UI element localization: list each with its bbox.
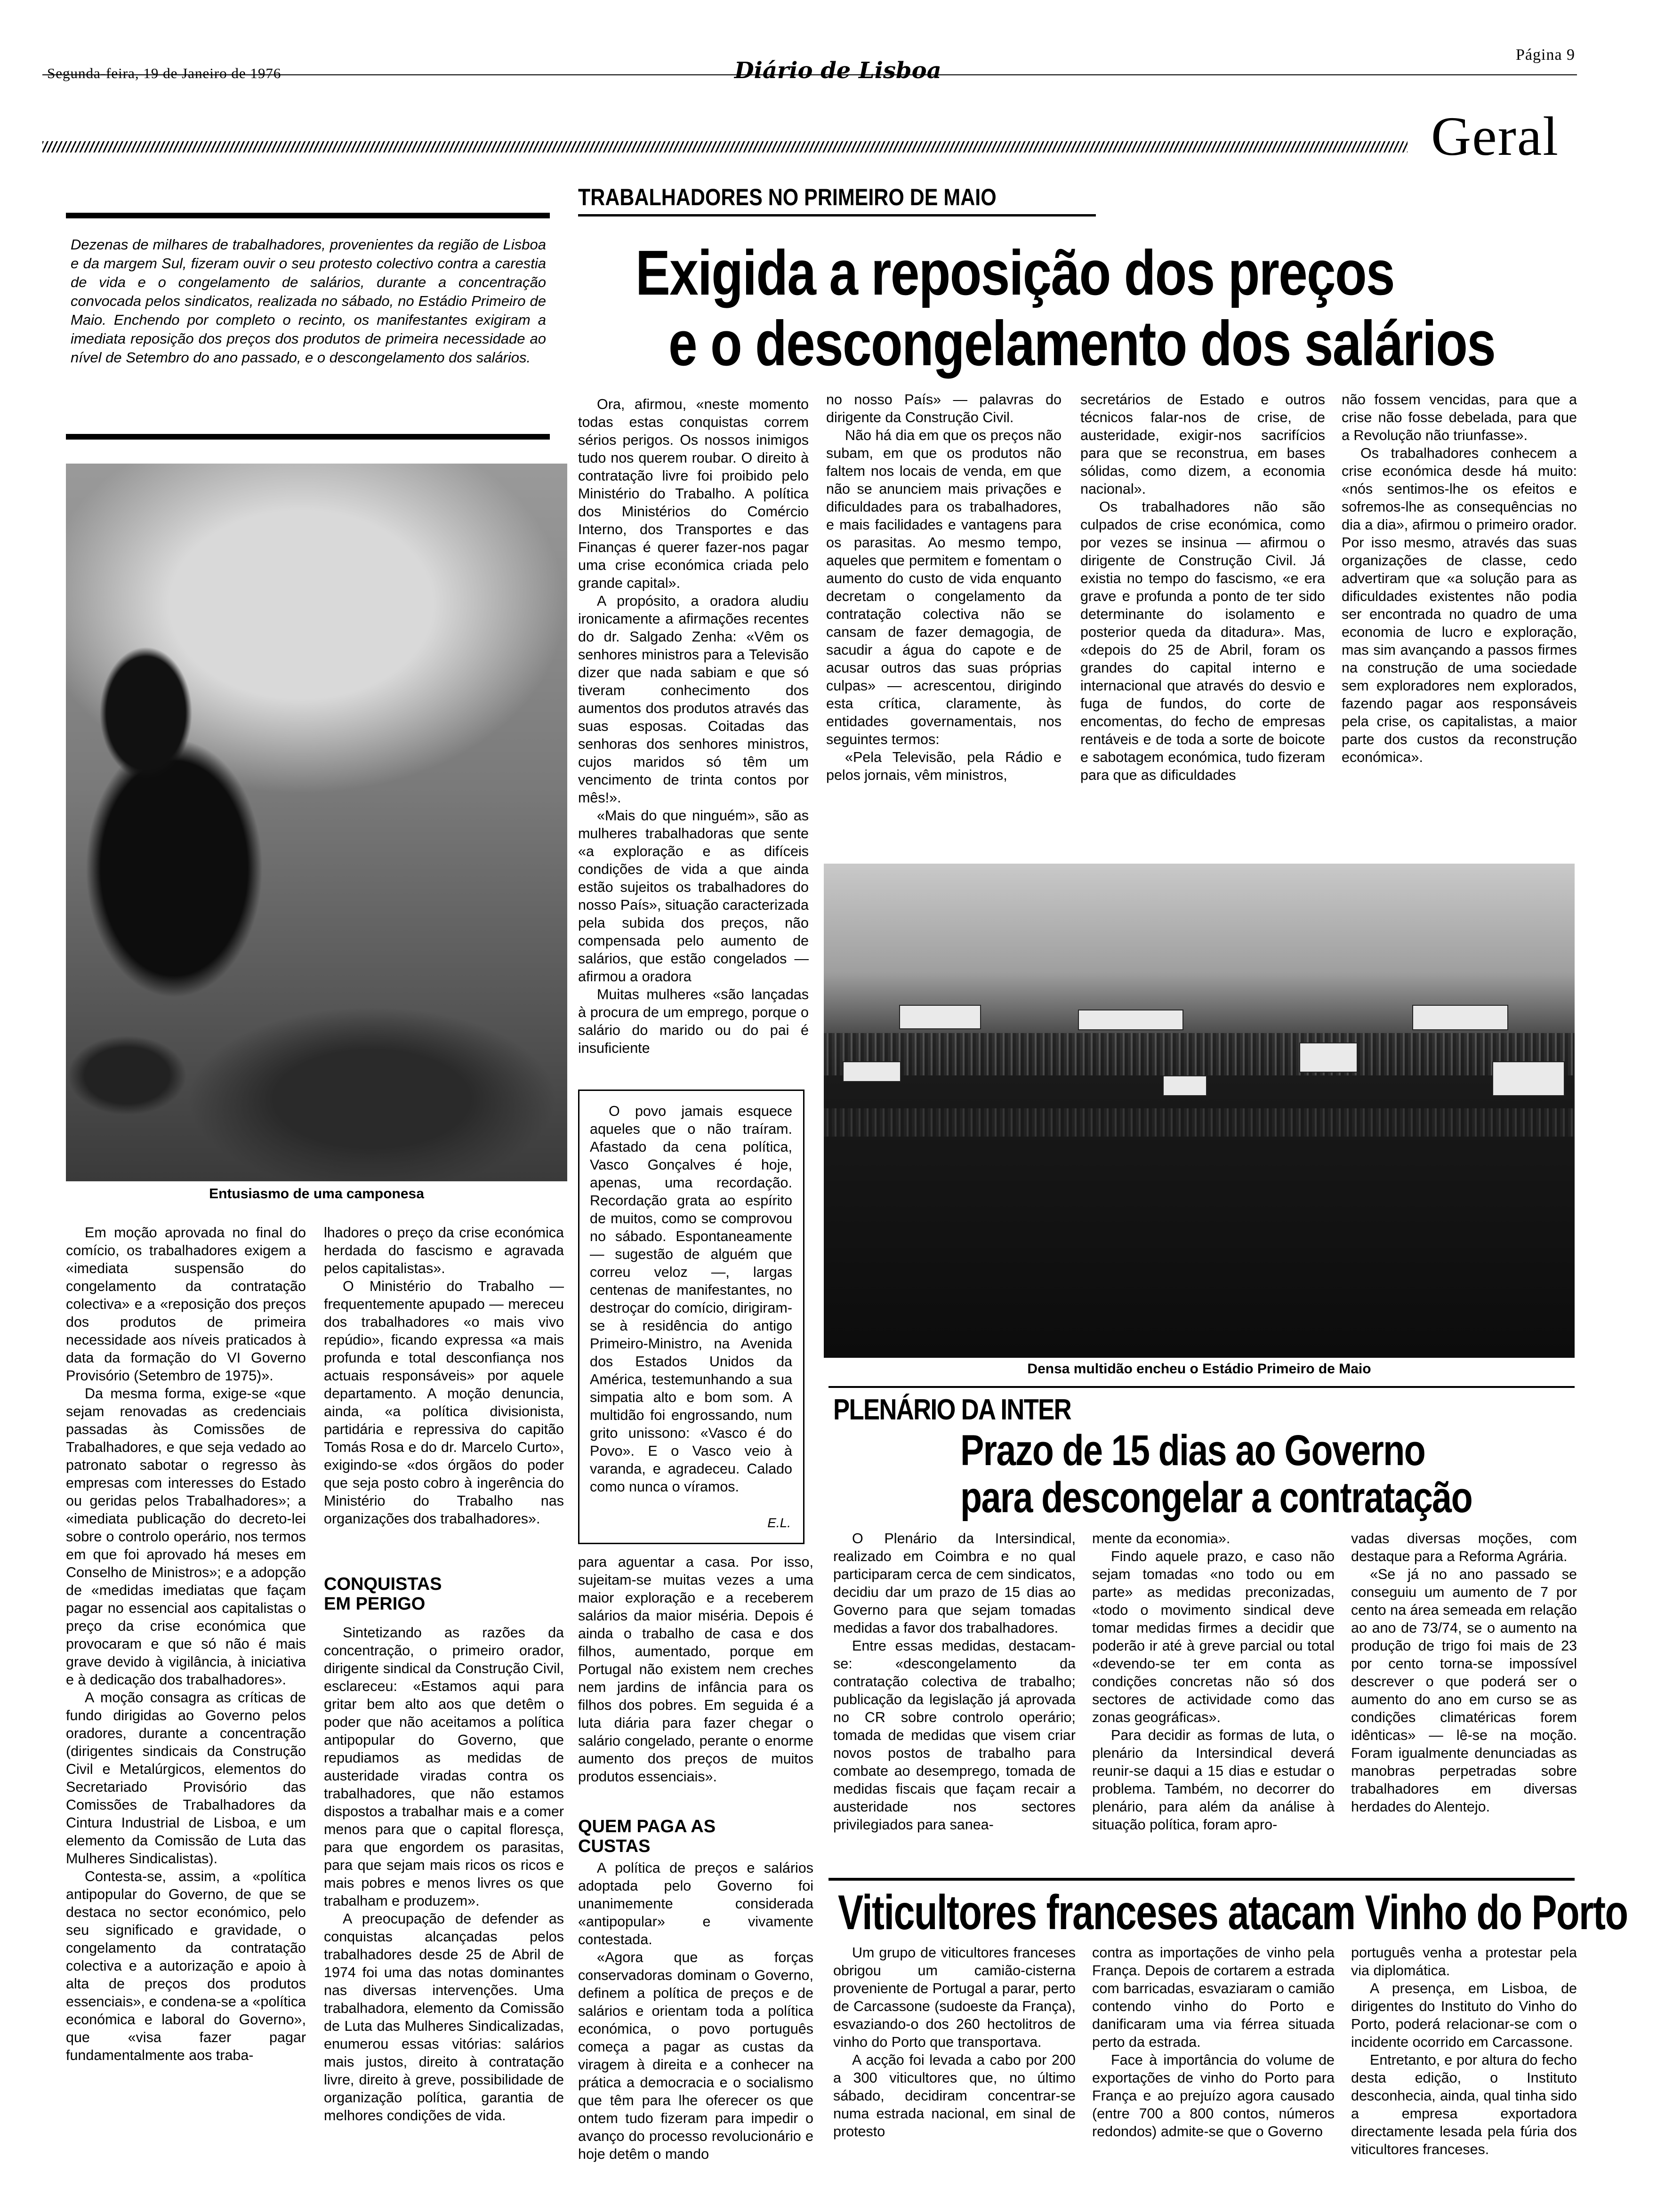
paragraph: A política de preços e salários adoptada pelo Governo foi unanimemente considerada «antipopular» e vivamente contestada. bbox=[578, 1860, 813, 1948]
paragraph: A moção consagra as críticas de fundo dirigidas ao Governo pelos oradores, durante a concentração (dirigentes sindicais da Construção Civil e Metalúrgicos, elementos do Secretariado Provisório das Comissões de Trabalhadores da Cintura Industrial de Lisboa, e um elemento da Comissão de Luta das Mulheres Sindicalistas). bbox=[66, 1690, 306, 1867]
paragraph: vadas diversas moções, com destaque para a Reforma Agrária. bbox=[1351, 1531, 1577, 1564]
paragraph: «Se já no ano passado se conseguiu um aumento de 7 por cento na área semeada em relação ao ano de 73/74, se o aumento na produção de trigo foi mais de 23 por cento torna-se impossível descrever o que poderá ser o aumento do ano em curso se as condições climatéricas forem idênticas» — lê-se na moção. Foram igualmente denunciadas as manobras perpetradas sobre trabalhadores em diversas herdades do Alentejo. bbox=[1351, 1566, 1577, 1815]
paragraph: Contesta-se, assim, a «política antipopular do Governo, de que se destaca no sector económico, pelo seu significado e gravidade, o congelamento da contratação colectiva e a autorização e apoio à alta de preços dos produtos essenciais», e condena-se a «política económica e laboral do Governo», que «visa fazer pagar fundamentalmente aos traba- bbox=[66, 1868, 306, 2063]
paragraph: «Pela Televisão, pela Rádio e pelos jornais, vêm ministros, bbox=[826, 749, 1062, 783]
dateline: Segunda-feira, 19 de Janeiro de 1976 bbox=[47, 65, 282, 81]
porto-column-1 bbox=[833, 1944, 1076, 2140]
crowd-banner bbox=[1412, 1005, 1508, 1030]
crowd-banner bbox=[843, 1061, 901, 1082]
photo1-caption: Entusiasmo de uma camponesa bbox=[209, 1186, 424, 1202]
section-hatch-bar bbox=[42, 141, 1408, 152]
inter-column-3 bbox=[1351, 1530, 1577, 1816]
main-column-6 bbox=[1342, 391, 1577, 766]
paragraph: A presença, em Lisboa, de dirigentes do Instituto do Vinho do Porto, poderá relacionar-se com o incidente ocorrido em Carcassone. bbox=[1351, 1980, 1577, 2050]
main-column-4 bbox=[826, 391, 1062, 784]
paragraph: «Mais do que ninguém», são as mulheres trabalhadoras que sente «a exploração e as difíceis condições de vida a que ainda estão sujeitos os trabalhadores do nosso País», situação caracterizada pela subida dos preços, não compensada pelo aumento de salários, que estão congelados — afirmou a oradora bbox=[578, 808, 809, 985]
paragraph: Não há dia em que os preços não subam, em que os produtos não faltem nos locais de venda, em que não se anunciem mais privações e dificuldades para os trabalhadores, e mais facilidades e vantagens para os parasitas. Ao mesmo tempo, aqueles que permitem e fomentam o aumento do custo de vida enquanto decretam o congelamento da contratação colectiva não se cansam de fazer demagogia, de sacudir a água do capote e de acusar outros das suas próprias culpas» — acrescentou, dirigindo esta crítica, claramente, às entidades governamentais, nos seguintes termos: bbox=[826, 427, 1062, 747]
paragraph: «Agora que as forças conservadoras dominam o Governo, definem a política de preços e de salários e orientam toda a política económica, o povo português começa a pagar as custas da viragem à direita e a conhecer na prática a democracia e o socialismo que têm para lhe oferecer os que ontem tudo fizeram para impedir o avanço do processo revolucionário e hoje detêm o mando bbox=[578, 1949, 813, 2162]
masthead: Diário de Lisboa bbox=[734, 57, 941, 84]
paragraph: lhadores o preço da crise económica herdada do fascismo e agravada pelos capitalistas». bbox=[324, 1225, 564, 1276]
paragraph: A acção foi levada a cabo por 200 a 300 viticultores que, no último sábado, decidiram concentrar-se numa estrada nacional, em sinal de protesto bbox=[833, 2052, 1076, 2140]
paragraph: Da mesma forma, exige-se «que sejam renovadas as credenciais passadas às Comissões de Trabalhadores, e que seja vedado ao patronato sabotar o regresso às empresas com interesses do Estado ou geridas pelos Trabalhadores»; a «imediata publicação do decreto-lei sobre o controlo operário, nos termos em que foi aprovado há meses em Conselho de Ministros»; e a adopção de «medidas imediatas que façam pagar no essencial aos capitalistas o preço da crise económica que provocaram e que só não é mais grave devido à vigilância, à iniciativa e à dedicação dos trabalhadores». bbox=[66, 1386, 306, 1688]
paragraph: A preocupação de defender as conquistas alcançadas pelos trabalhadores desde 25 de Abril de 1974 foi uma das notas dominantes nas diversas intervenções. Uma trabalhadora, elemento da Comissão de Luta das Mulheres Sindicalizadas, enumerou essas vitórias: salários mais justos, direito à contratação livre, direito à greve, possibilidade de organização política, garantia de melhores condições de vida. bbox=[324, 1911, 564, 2124]
porto-column-2 bbox=[1092, 1944, 1335, 2140]
paragraph: Um grupo de viticultores franceses obrigou um camião-cisterna proveniente de Portugal a parar, perto de Carcassone (sudoeste da França), esvaziando-o dos 260 hectolitros de vinho do Porto que transportava. bbox=[833, 1945, 1076, 2050]
paragraph: Entre essas medidas, destacam-se: «descongelamento da contratação colectiva de trabalho; publicação da legislação já aprovada no CR sobre controlo operário; tomada de medidas que visem criar novos postos de trabalho para combate ao desemprego, tomada de medidas fiscais que façam recair a austeridade nos sectores privilegiados para sanea- bbox=[833, 1638, 1076, 1833]
inter-top-rule bbox=[828, 1386, 1575, 1388]
main-column-2b bbox=[324, 1624, 564, 2124]
paragraph: português venha a protestar pela via diplomática. bbox=[1351, 1945, 1577, 1979]
boxed-note-signature: E.L. bbox=[767, 1515, 791, 1530]
paragraph: Ora, afirmou, «neste momento todas estas conquistas correm sérios perigos. Os nossos inimigos tudo nos querem roubar. O direito à contratação livre foi proibido pelo Ministério do Trabalho. A política dos Ministérios do Comércio Interno, dos Transportes e das Finanças é querer fazer-nos pagar uma crise económica criada pelo grande capital». bbox=[578, 396, 809, 591]
paragraph: não fossem vencidas, para que a crise não fosse debelada, para que a Revolução não triunfasse». bbox=[1342, 392, 1577, 443]
photo-peasant-woman bbox=[66, 464, 567, 1181]
paragraph: Os trabalhadores conhecem a crise económica desde há muito: «nós sentimos-lhe os efeitos e sofremos-lhe as consequências no dia a dia», afirmou o primeiro orador. Por isso mesmo, através das suas organizações de classe, cedo advertiram que «a solução para as dificuldades existentes não podia ser encontrada no quadro de uma economia de lucro e exploração, mas sim avançando a passos firmes na construção de uma sociedade sem exploradores nem explorados, fazendo pagar aos responsáveis pela crise, os capitalistas, a maior parte dos custos da reconstrução económica». bbox=[1342, 445, 1577, 765]
paragraph: Muitas mulheres «são lançadas à procura de um emprego, porque o salário do marido ou do pai é insuficiente bbox=[578, 986, 809, 1056]
main-column-1 bbox=[66, 1224, 306, 2064]
paragraph: A propósito, a oradora aludiu ironicamente a afirmações recentes do dr. Salgado Zenha: «Vêm os senhores ministros para a Televisão dizer que nada sabiam e que só tiveram conhecimento dos aumentos dos produtos através das suas esposas. Coitadas das senhoras dos senhores ministros, cujos maridos só têm um vencimento de trinta contos por mês!». bbox=[578, 593, 809, 806]
paragraph: secretários de Estado e outros técnicos falar-nos de crise, de austeridade, exigir-nos sacrifícios para que se reconstrua, em bases sólidas, como dizem, a economia nacional». bbox=[1080, 392, 1325, 497]
crowd-banner bbox=[1078, 1010, 1183, 1030]
inter-column-2 bbox=[1092, 1530, 1335, 1834]
photo2-caption: Densa multidão encheu o Estádio Primeiro de Maio bbox=[1027, 1361, 1371, 1377]
paragraph: para aguentar a casa. Por isso, sujeitam-se muitas vezes a uma maior exploração e a receberem salários da maior miséria. Depois é ainda o trabalho de casa e dos filhos, aumentado, porque em Portugal não existem nem creches nem jardins de infância para os filhos dos pobres. Em seguida é a luta diária para fazer chegar o salário congelado, perante o enorme aumento dos preços de muitos produtos essenciais». bbox=[578, 1554, 813, 1785]
paragraph: Face à importância do volume de exportações de vinho do Porto para França e ao prejuízo agora causado (entre 700 a 800 contos, números redondos) admite-se que o Governo bbox=[1092, 2052, 1335, 2140]
lead-top-rule bbox=[66, 213, 550, 218]
paragraph: Sintetizando as razões da concentração, o primeiro orador, dirigente sindical da Construção Civil, esclareceu: «Estamos aqui para gritar bem alto aos que detêm o poder que não aceitamos a política antipopular do Governo, que repudiamos as medidas de austeridade viradas contra os trabalhadores, que não estamos dispostos a trabalhar mais e a comer menos para que o capital floresça, para que engordem os parasitas, para que sejam mais ricos os ricos e mais pobres e menos livres os que trabalham e produzem». bbox=[324, 1625, 564, 1909]
boxed-note-text: O povo jamais esquece aqueles que o não traíram. Afastado da cena política, Vasco Gonçalves é hoje, apenas, uma recordação. Recordação grata ao espírito de muitos, como se comprovou no sábado. Espontaneamente — sugestão de alguém que correu veloz —, largas centenas de manifestantes, no destroçar do comício, dirigiram-se à residência do antigo Primeiro-Ministro, na Avenida dos Estados Unidos da América, testemunhando a sua simpatia alto e bom som. A multidão foi engrossando, num grito unissono: «Vasco é do Povo». E o Vasco veio à varanda, e agradeceu. Calado como nunca o víramos. bbox=[590, 1103, 792, 1495]
crowd-banner bbox=[1492, 1061, 1565, 1096]
main-headline-line1: Exigida a reposição dos preços bbox=[635, 237, 1394, 308]
page-number: Página 9 bbox=[1516, 46, 1576, 64]
boxed-note-vasco bbox=[578, 1090, 804, 1544]
crowd-banner bbox=[899, 1005, 981, 1029]
paragraph: mente da economia». bbox=[1092, 1531, 1231, 1547]
paragraph: Entretanto, e por altura do fecho desta edição, o Instituto desconhecia, ainda, qual tinha sido a empresa exportadora directamente lesada pela fúria dos viticultores franceses. bbox=[1351, 2052, 1577, 2157]
lead-bottom-rule bbox=[66, 434, 550, 440]
inter-column-1 bbox=[833, 1530, 1076, 1834]
main-column-5 bbox=[1080, 391, 1325, 784]
paragraph: O Plenário da Intersindical, realizado em Coimbra e no qual participaram cerca de cem sindicatos, decidiu dar um prazo de 15 dias ao Governo para que sejam tomadas medidas a favor dos trabalhadores. bbox=[833, 1531, 1076, 1636]
porto-column-3 bbox=[1351, 1944, 1577, 2158]
paragraph: Para decidir as formas de luta, o plenário da Intersindical deverá reunir-se daqui a 15 dias e estudar o problema. Também, no decorrer do plenário, para além da análise à situação política, foram apro- bbox=[1092, 1727, 1335, 1833]
main-kicker: TRABALHADORES NO PRIMEIRO DE MAIO bbox=[578, 184, 997, 210]
main-column-3c bbox=[578, 1859, 813, 2163]
crowd-banner bbox=[1299, 1042, 1358, 1073]
main-column-3b bbox=[578, 1553, 813, 1786]
crowd-banner bbox=[1163, 1075, 1207, 1096]
subhead-conquistas: CONQUISTAS EM PERIGO bbox=[324, 1574, 442, 1614]
kicker-underline bbox=[578, 214, 1096, 216]
main-lead: Dezenas de milhares de trabalhadores, provenientes da região de Lisboa e da margem Sul, fizeram ouvir o seu protesto colectivo contra a carestia de vida e o congelamento de salários, durante a concentração convocada pelos sindicatos, realizada no sábado, no Estádio Primeiro de Maio. Enchendo por completo o recinto, os manifestantes exigiram a imediata reposição dos preços dos produtos de primeira necessidade ao nível de Setembro do ano passado, e o descongelamento dos salários. bbox=[71, 236, 546, 366]
paragraph: contra as importações de vinho pela França. Depois de cortarem a estrada com barricadas, esvaziaram o camião contendo vinho do Porto e danificaram uma via férrea situada perto da estrada. bbox=[1092, 1945, 1335, 2050]
paragraph: Findo aquele prazo, e caso não sejam tomadas «no todo ou em parte» as medidas preconizadas, «todo o movimento sindical deve tomar medidas firmes a decidir que poderão ir até à greve parcial ou total «devendo-se ter em conta as condições concretas não só dos sectores de actividade como das zonas geográficas». bbox=[1092, 1548, 1335, 1725]
paragraph: Os trabalhadores não são culpados de crise económica, como por vezes se insinua — afirmou o dirigente de Construção Civil. Já existia no tempo do fascismo, «e era grave e profunda a ponto de ter sido determinante do isolamento e posterior queda da ditadura». Mas, «depois do 25 de Abril, foram os grandes do capital interno e internacional que através do desvio e fuga de fundos, do corte de encomentas, do fecho de empresas rentáveis e de toda a sorte de boicote e sabotagem económica, tudo fizeram para que as dificuldades bbox=[1080, 499, 1325, 783]
porto-headline: Viticultores franceses atacam Vinho do Porto bbox=[838, 1885, 1628, 1940]
main-column-2 bbox=[324, 1224, 564, 1528]
paragraph: no nosso País» — palavras do dirigente da Construção Civil. bbox=[826, 392, 1062, 425]
subhead-quem-paga: QUEM PAGA AS CUSTAS bbox=[578, 1817, 716, 1856]
inter-headline-line2: para descongelar a contratação bbox=[960, 1474, 1472, 1522]
main-column-3 bbox=[578, 395, 809, 1057]
porto-top-rule bbox=[828, 1878, 1575, 1881]
header-rule bbox=[42, 74, 1577, 75]
inter-kicker: PLENÁRIO DA INTER bbox=[833, 1394, 1071, 1426]
inter-headline-line1: Prazo de 15 dias ao Governo bbox=[960, 1427, 1425, 1475]
paragraph: O Ministério do Trabalho — frequentemente apupado — mereceu dos trabalhadores «o mais vivo repúdio», ficando expressa «a mais profunda e total desconfiança nos actuais responsáveis» por aquele departamento. A moção denuncia, ainda, «a política divisionista, partidária e repressiva do capitão Tomás Rosa e do dr. Marcelo Curto», exigindo-se «dos órgãos do poder que seja posto cobro à ingerência do Ministério do Trabalho nas organizações dos trabalhadores». bbox=[324, 1278, 564, 1527]
paragraph: Em moção aprovada no final do comício, os trabalhadores exigem a «imediata suspensão do congelamento da contratação colectiva» e a «reposição dos preços dos produtos de primeira necessidade aos níveis praticados à data da formação do VI Governo Provisório (Setembro de 1975)». bbox=[66, 1225, 306, 1384]
section-title: Geral bbox=[1431, 105, 1560, 167]
photo-stadium-crowd bbox=[824, 864, 1575, 1358]
main-headline-line2: e o descongelamento dos salários bbox=[668, 308, 1496, 379]
